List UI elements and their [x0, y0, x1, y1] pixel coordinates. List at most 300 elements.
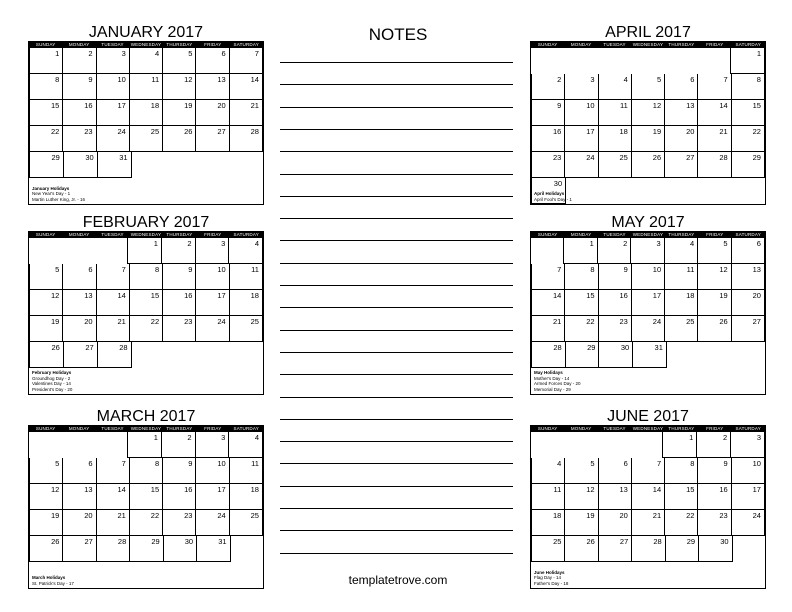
- holiday-item: Father's Day - 18: [534, 580, 569, 586]
- day-cell: [164, 536, 197, 562]
- empty-cell: [196, 368, 229, 394]
- day-cell: [531, 100, 565, 126]
- day-cell: [97, 290, 130, 316]
- day-number: 19: [50, 317, 60, 326]
- empty-cell: [29, 238, 62, 264]
- day-cell: [599, 484, 632, 510]
- day-cell: [732, 290, 765, 316]
- day-number: 1: [689, 433, 694, 442]
- day-cell: [732, 152, 765, 178]
- day-number: 2: [557, 75, 562, 84]
- day-cell: [565, 458, 598, 484]
- day-number: 7: [121, 265, 126, 274]
- day-number: 14: [719, 101, 728, 110]
- day-number: 1: [153, 239, 158, 248]
- note-line[interactable]: [280, 151, 513, 152]
- weekday-label: THURSDAY: [166, 426, 193, 431]
- day-cell: [230, 290, 263, 316]
- note-line[interactable]: [280, 441, 513, 442]
- month-title: MAY 2017: [611, 214, 685, 231]
- day-cell: [230, 264, 263, 290]
- empty-cell: [665, 562, 698, 588]
- day-cell: [130, 316, 163, 342]
- day-cell: [599, 510, 632, 536]
- empty-cell: [632, 178, 665, 204]
- week-row: [531, 152, 765, 178]
- day-number: 21: [117, 317, 126, 326]
- day-number: 23: [552, 153, 562, 162]
- empty-cell: [163, 178, 196, 204]
- weekday-label: FRIDAY: [706, 232, 724, 237]
- week-row: [531, 126, 765, 152]
- day-number: 24: [217, 511, 226, 520]
- day-cell: [531, 484, 565, 510]
- day-cell: [698, 74, 731, 100]
- holidays-list: [534, 570, 568, 587]
- day-number: 27: [619, 537, 629, 546]
- day-number: 17: [217, 485, 226, 494]
- empty-cell: [597, 432, 630, 458]
- month-title: FEBRUARY 2017: [82, 214, 210, 231]
- week-row: [29, 458, 263, 484]
- day-cell: [732, 126, 765, 152]
- empty-cell: [62, 432, 95, 458]
- empty-cell: [598, 368, 631, 394]
- day-cell: [698, 290, 731, 316]
- day-number: 23: [719, 511, 728, 520]
- day-cell: [229, 432, 263, 458]
- note-line[interactable]: [280, 374, 513, 375]
- day-cell: [665, 316, 698, 342]
- empty-cell: [732, 178, 765, 204]
- day-cell: [64, 152, 98, 178]
- day-cell: [196, 126, 229, 152]
- day-number: 20: [217, 101, 226, 110]
- weekday-label: SUNDAY: [35, 426, 56, 431]
- day-number: 29: [51, 153, 60, 162]
- day-number: 15: [752, 101, 761, 110]
- empty-cell: [96, 562, 129, 588]
- day-number: 25: [686, 317, 695, 326]
- day-number: 15: [150, 485, 160, 494]
- weekday-label: MONDAY: [570, 42, 592, 47]
- day-number: 18: [250, 485, 259, 494]
- day-cell: [665, 126, 698, 152]
- day-cell: [97, 264, 130, 290]
- day-number: 24: [586, 153, 595, 162]
- note-line[interactable]: [280, 352, 513, 353]
- weekday-label: WEDNESDAY: [632, 426, 664, 431]
- day-cell: [130, 536, 163, 562]
- day-cell: [632, 100, 665, 126]
- empty-cell: [62, 238, 95, 264]
- day-number: 28: [119, 343, 128, 352]
- weekday-label: THURSDAY: [668, 232, 695, 237]
- day-cell: [163, 48, 196, 74]
- day-cell: [63, 126, 96, 152]
- holiday-item: Armed Forces Day - 20: [534, 381, 581, 386]
- footer-text[interactable]: templatetrove.com: [348, 573, 448, 587]
- day-number: 22: [686, 511, 695, 520]
- day-cell: [563, 238, 597, 264]
- day-cell: [230, 316, 263, 342]
- month-grid: [28, 425, 264, 589]
- note-line[interactable]: [280, 508, 513, 509]
- day-number: 19: [184, 101, 193, 110]
- day-cell: [29, 264, 63, 290]
- day-number: 16: [719, 485, 728, 494]
- note-line[interactable]: [280, 285, 513, 286]
- weekday-label: SUNDAY: [35, 42, 56, 47]
- empty-cell: [698, 368, 731, 394]
- note-line[interactable]: [280, 263, 513, 264]
- day-number: 23: [84, 127, 93, 136]
- day-number: 28: [250, 127, 259, 136]
- empty-cell: [531, 238, 563, 264]
- week-row: [29, 432, 263, 458]
- empty-cell: [700, 342, 733, 368]
- holiday-item: Groundhog Day - 2: [32, 375, 71, 381]
- holidays-list: [32, 370, 72, 392]
- day-cell: [162, 432, 196, 458]
- week-row: [29, 536, 263, 562]
- day-number: 10: [652, 265, 662, 274]
- weekday-label: FRIDAY: [706, 42, 724, 47]
- day-number: 22: [752, 127, 761, 136]
- note-line[interactable]: [280, 129, 513, 130]
- day-number: 9: [623, 265, 628, 274]
- weekday-label: SUNDAY: [537, 232, 558, 237]
- day-number: 27: [85, 343, 94, 352]
- weekday-label: SATURDAY: [735, 42, 761, 47]
- day-cell: [63, 264, 96, 290]
- note-line[interactable]: [280, 174, 513, 175]
- day-cell: [531, 290, 565, 316]
- day-number: 6: [88, 459, 93, 468]
- day-number: 16: [619, 291, 628, 300]
- day-number: 29: [686, 537, 696, 546]
- day-number: 18: [686, 291, 695, 300]
- day-cell: [163, 264, 196, 290]
- day-cell: [196, 432, 230, 458]
- day-number: 20: [84, 317, 93, 326]
- day-number: 20: [619, 511, 628, 520]
- empty-cell: [230, 152, 263, 178]
- weekday-label: TUESDAY: [603, 232, 626, 237]
- day-number: 2: [88, 49, 93, 58]
- note-line[interactable]: [280, 107, 513, 108]
- day-number: 30: [553, 179, 563, 188]
- day-cell: [531, 264, 565, 290]
- empty-cell: [96, 178, 129, 204]
- day-number: 12: [50, 485, 60, 494]
- day-cell: [698, 100, 731, 126]
- month-title: JUNE 2017: [607, 408, 689, 425]
- day-number: 27: [84, 537, 93, 546]
- week-row: [531, 484, 765, 510]
- day-number: 5: [590, 459, 595, 468]
- day-cell: [127, 432, 162, 458]
- day-number: 8: [590, 265, 595, 274]
- day-number: 26: [51, 537, 60, 546]
- weekday-label: SUNDAY: [537, 426, 558, 431]
- weekday-label: SATURDAY: [233, 232, 259, 237]
- day-cell: [163, 484, 196, 510]
- week-row: [29, 152, 263, 178]
- day-cell: [196, 290, 229, 316]
- day-cell: [730, 48, 765, 74]
- day-cell: [29, 316, 63, 342]
- day-number: 11: [553, 485, 562, 494]
- day-cell: [163, 510, 196, 536]
- empty-cell: [230, 178, 263, 204]
- day-number: 6: [756, 239, 761, 248]
- day-number: 19: [719, 291, 728, 300]
- day-cell: [565, 290, 598, 316]
- day-number: 13: [686, 101, 695, 110]
- empty-cell: [163, 368, 196, 394]
- day-number: 22: [50, 127, 60, 136]
- day-number: 10: [217, 459, 226, 468]
- note-line[interactable]: [280, 330, 513, 331]
- empty-cell: [665, 368, 698, 394]
- day-number: 17: [752, 485, 761, 494]
- day-cell: [29, 290, 63, 316]
- note-line[interactable]: [280, 419, 513, 420]
- week-row: [531, 432, 765, 458]
- weekday-label: WEDNESDAY: [130, 232, 162, 237]
- day-cell: [632, 126, 665, 152]
- day-cell: [29, 152, 64, 178]
- empty-cell: [732, 342, 765, 368]
- day-number: 12: [719, 265, 728, 274]
- note-line[interactable]: [280, 307, 513, 308]
- day-number: 12: [652, 101, 662, 110]
- day-cell: [632, 152, 665, 178]
- note-line[interactable]: [280, 553, 513, 554]
- day-cell: [196, 510, 229, 536]
- note-line[interactable]: [280, 530, 513, 531]
- day-number: 26: [184, 127, 193, 136]
- day-cell: [565, 100, 598, 126]
- day-cell: [130, 48, 163, 74]
- week-row: [531, 290, 765, 316]
- day-number: 19: [652, 127, 662, 136]
- day-number: 3: [590, 75, 595, 84]
- day-number: 25: [553, 537, 562, 546]
- day-cell: [698, 484, 731, 510]
- day-cell: [163, 458, 196, 484]
- weekday-label: THURSDAY: [668, 42, 695, 47]
- day-number: 3: [656, 239, 661, 248]
- note-line[interactable]: [280, 486, 513, 487]
- day-number: 4: [689, 239, 695, 248]
- day-number: 10: [752, 459, 761, 468]
- day-cell: [64, 342, 98, 368]
- day-cell: [29, 536, 63, 562]
- month-grid: [530, 231, 766, 395]
- week-row: [531, 238, 765, 264]
- day-cell: [196, 264, 229, 290]
- weekday-label: SUNDAY: [537, 42, 558, 47]
- day-number: 16: [184, 485, 193, 494]
- day-number: 19: [50, 511, 60, 520]
- weekday-label: TUESDAY: [101, 426, 124, 431]
- note-line[interactable]: [280, 218, 513, 219]
- day-number: 9: [723, 459, 728, 468]
- week-row: [29, 100, 263, 126]
- day-number: 6: [690, 75, 695, 84]
- day-cell: [599, 290, 632, 316]
- day-cell: [665, 100, 698, 126]
- weekday-label: FRIDAY: [204, 42, 222, 47]
- day-cell: [63, 510, 96, 536]
- note-line[interactable]: [280, 84, 513, 85]
- day-number: 6: [88, 265, 93, 274]
- day-cell: [196, 74, 229, 100]
- day-cell: [29, 484, 63, 510]
- empty-cell: [197, 342, 230, 368]
- day-cell: [665, 74, 698, 100]
- day-number: 11: [620, 101, 628, 110]
- day-number: 2: [623, 239, 628, 248]
- week-row: [29, 316, 263, 342]
- weekday-label: WEDNESDAY: [130, 426, 162, 431]
- day-number: 13: [619, 485, 628, 494]
- day-number: 9: [188, 459, 193, 468]
- day-number: 3: [121, 49, 126, 58]
- weekday-label: TUESDAY: [603, 426, 626, 431]
- day-number: 16: [84, 101, 93, 110]
- day-cell: [665, 264, 698, 290]
- week-row: [531, 264, 765, 290]
- day-number: 30: [85, 153, 94, 162]
- day-cell: [565, 264, 598, 290]
- day-cell: [127, 238, 162, 264]
- day-cell: [63, 100, 96, 126]
- day-number: 30: [620, 343, 630, 352]
- day-number: 28: [553, 343, 562, 352]
- note-line[interactable]: [280, 463, 513, 464]
- day-cell: [732, 316, 765, 342]
- week-row: [531, 342, 765, 368]
- empty-cell: [697, 48, 730, 74]
- day-cell: [130, 458, 163, 484]
- day-cell: [130, 126, 163, 152]
- day-number: 21: [117, 511, 126, 520]
- day-cell: [599, 126, 632, 152]
- day-cell: [130, 484, 163, 510]
- week-row: [531, 536, 765, 562]
- holidays-list: [32, 575, 74, 586]
- day-cell: [29, 48, 63, 74]
- empty-cell: [598, 562, 631, 588]
- holiday-item: President's Day - 20: [32, 386, 73, 392]
- day-number: 7: [557, 265, 562, 274]
- day-number: 21: [552, 317, 562, 326]
- day-cell: [632, 316, 665, 342]
- day-cell: [665, 458, 698, 484]
- note-line[interactable]: [280, 240, 513, 241]
- day-cell: [531, 510, 565, 536]
- day-number: 18: [150, 101, 160, 110]
- day-number: 31: [119, 153, 128, 162]
- day-number: 21: [250, 101, 259, 110]
- day-cell: [565, 126, 598, 152]
- day-number: 6: [221, 49, 226, 58]
- day-cell: [97, 458, 130, 484]
- day-cell: [196, 316, 229, 342]
- day-number: 17: [117, 101, 126, 110]
- day-number: 17: [217, 291, 226, 300]
- day-number: 23: [184, 511, 193, 520]
- empty-cell: [230, 562, 263, 588]
- day-number: 1: [55, 49, 60, 58]
- note-line[interactable]: [280, 397, 513, 398]
- day-cell: [163, 100, 196, 126]
- holiday-item: Valentines Day - 14: [32, 381, 71, 386]
- empty-cell: [599, 178, 632, 204]
- day-number: 22: [586, 317, 595, 326]
- day-cell: [632, 536, 665, 562]
- day-number: 2: [187, 433, 192, 442]
- note-line[interactable]: [280, 62, 513, 63]
- day-number: 17: [652, 291, 662, 300]
- empty-cell: [94, 432, 127, 458]
- day-number: 7: [723, 75, 728, 84]
- weekday-label: WEDNESDAY: [632, 232, 664, 237]
- empty-cell: [94, 238, 127, 264]
- day-cell: [63, 316, 96, 342]
- day-number: 1: [589, 239, 594, 248]
- day-number: 9: [88, 75, 93, 84]
- week-row: [29, 484, 263, 510]
- day-cell: [731, 432, 765, 458]
- day-cell: [599, 316, 632, 342]
- month-title: APRIL 2017: [605, 24, 691, 41]
- day-number: 26: [652, 153, 662, 162]
- day-cell: [230, 126, 263, 152]
- day-cell: [732, 510, 765, 536]
- note-line[interactable]: [280, 196, 513, 197]
- day-cell: [697, 432, 731, 458]
- empty-cell: [164, 152, 197, 178]
- empty-cell: [230, 368, 263, 394]
- day-cell: [229, 238, 263, 264]
- day-cell: [97, 484, 130, 510]
- month-title: MARCH 2017: [96, 408, 196, 425]
- day-cell: [665, 152, 698, 178]
- weekday-label: THURSDAY: [166, 232, 193, 237]
- day-number: 25: [250, 317, 259, 326]
- empty-cell: [732, 562, 765, 588]
- day-cell: [97, 100, 130, 126]
- holidays-list: [32, 186, 85, 203]
- holiday-item: New Year's Day - 1: [32, 191, 71, 196]
- day-cell: [29, 126, 63, 152]
- day-cell: [633, 342, 667, 368]
- day-number: 18: [250, 291, 259, 300]
- day-number: 22: [150, 511, 160, 520]
- empty-cell: [630, 48, 663, 74]
- day-number: 23: [184, 317, 193, 326]
- day-cell: [632, 484, 665, 510]
- day-number: 25: [619, 153, 628, 162]
- day-number: 11: [251, 265, 259, 274]
- day-cell: [632, 510, 665, 536]
- day-cell: [97, 510, 130, 536]
- empty-cell: [531, 432, 564, 458]
